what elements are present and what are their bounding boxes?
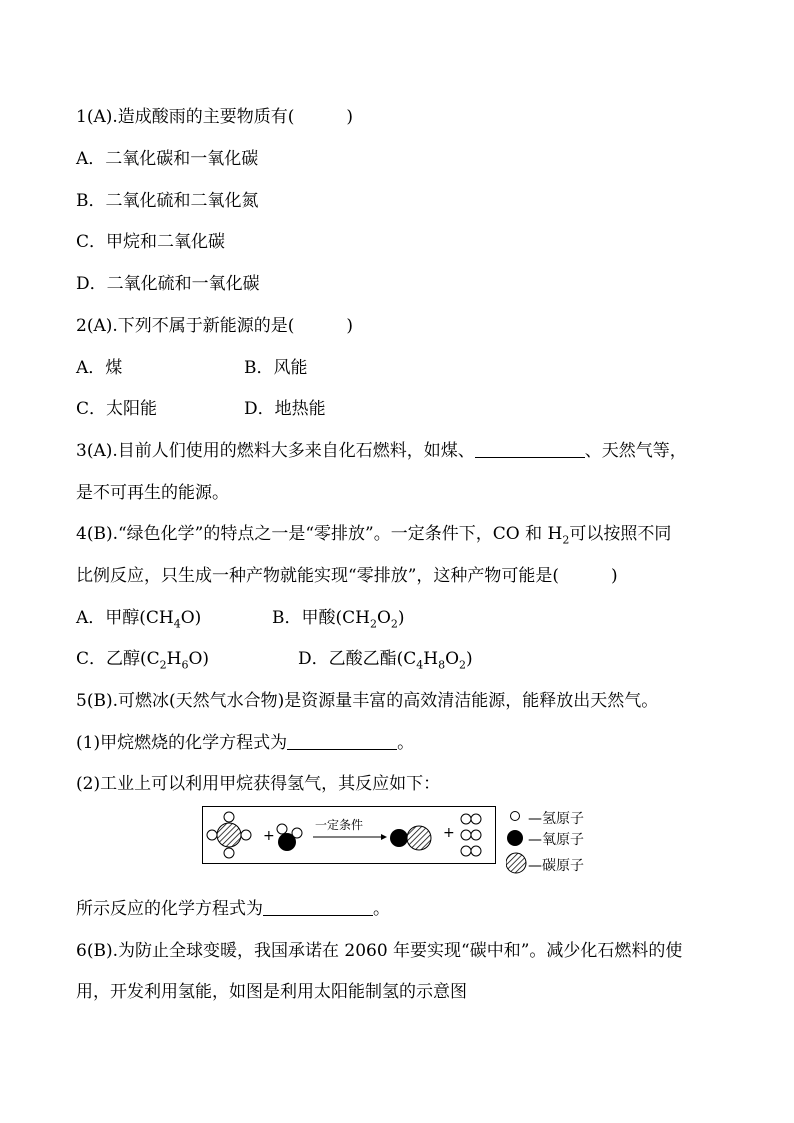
question-4-option-d: D．乙酸乙酯$(C_4H_8O_2)$ — [298, 649, 473, 672]
question-4-line-2: 比例反应，只生成一种产物就能实现“零排放”，这种产物可能是( ) — [76, 566, 618, 586]
oxygen-atom-symbol — [507, 830, 523, 846]
question-1-option-a: A．二氧化碳和一氧化碳 — [76, 149, 259, 169]
carbon-monoxide-molecule — [390, 826, 431, 850]
question-4-option-b: B．甲酸$(CH_2O_2)$ — [272, 608, 405, 631]
answer-blank[interactable] — [287, 731, 397, 750]
question-5-sub-2: (2)工业上可以利用甲烷获得氢气，其反应如下： — [76, 774, 441, 794]
question-1-option-b: B．二氧化硫和二氧化氮 — [76, 191, 259, 211]
question-4-options-row-2 — [76, 647, 716, 677]
question-4-line-1: 4(B).“绿色化学”的特点之一是“零排放”。一定条件下，CO 和 $H_2$可以按照不同 — [76, 524, 672, 547]
question-1-option-c: C．甲烷和二氧化碳 — [76, 232, 226, 252]
reaction-svg — [203, 807, 495, 863]
question-2-option-a: A．煤 — [76, 358, 123, 378]
question-1-stem: 1(A).造成酸雨的主要物质有( ) — [76, 107, 354, 127]
legend-hydrogen-label: —氢原子 — [528, 811, 584, 827]
question-2-stem: 2(A).下列不属于新能源的是( ) — [76, 316, 354, 336]
methane-molecule — [207, 812, 251, 858]
legend-oxygen-label: —氧原子 — [528, 832, 584, 848]
question-2-option-b: B．风能 — [244, 358, 308, 378]
water-molecule — [277, 824, 302, 851]
reaction-condition: 一定条件 — [315, 818, 364, 832]
question-1-option-d: D．二氧化硫和一氧化碳 — [76, 274, 260, 294]
question-2-options-row-1 — [76, 356, 716, 380]
reaction-diagram — [202, 806, 496, 864]
plus-sign-2: + — [443, 825, 455, 841]
question-3-line-2: 是不可再生的能源。 — [76, 483, 229, 503]
legend-carbon-label: —碳原子 — [528, 858, 584, 874]
question-5-stem: 5(B).可燃冰(天然气水合物)是资源量丰富的高效清洁能源，能释放出天然气。 — [76, 691, 659, 711]
question-6-line-2: 用，开发利用氢能，如图是利用太阳能制氢的示意图 — [76, 982, 467, 1002]
answer-blank[interactable] — [263, 897, 373, 916]
question-4-option-a: A．甲醇$(CH_4O)$ — [76, 608, 202, 631]
question-2-option-d: D．地热能 — [244, 399, 326, 419]
question-4-option-c: C．乙醇$(C_2H_6O)$ — [76, 649, 210, 672]
question-3-line-1: 3(A).目前人们使用的燃料大多来自化石燃料，如煤、 、天然气等， — [76, 441, 687, 461]
question-2-options-row-2 — [76, 397, 716, 421]
answer-blank[interactable] — [475, 439, 585, 458]
carbon-atom-symbol — [506, 853, 526, 873]
hydrogen-atom-symbol — [511, 812, 520, 821]
plus-sign-1: + — [263, 828, 275, 844]
question-5-sub-1: (1)甲烷燃烧的化学方程式为 。 — [76, 733, 415, 753]
question-4-options-row-1 — [76, 606, 716, 636]
question-6-line-1: 6(B).为防止全球变暖，我国承诺在 2060 年要实现“碳中和”。减少化石燃料的使 — [76, 941, 683, 961]
reaction-arrow — [313, 834, 387, 840]
question-5-sub-2-answer: 所示反应的化学方程式为 。 — [76, 899, 390, 919]
hydrogen-molecules — [461, 814, 481, 856]
diagram-legend — [506, 808, 616, 878]
question-2-option-c: C．太阳能 — [76, 399, 158, 419]
